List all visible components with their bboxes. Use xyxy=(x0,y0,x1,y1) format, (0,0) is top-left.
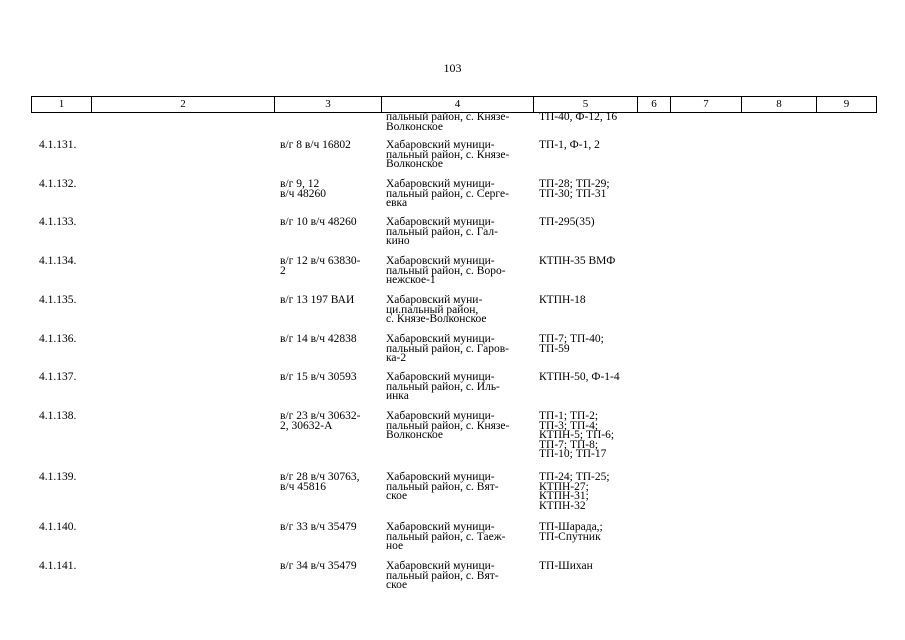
column-header-4: 4 xyxy=(382,97,534,113)
column-header-7: 7 xyxy=(671,97,742,113)
row-number: 4.1.141. xyxy=(39,560,77,572)
substation-line: КТПН-5; ТП-6; xyxy=(539,429,615,442)
address-line: с. Князе-Волконское xyxy=(386,313,487,326)
military-unit-cell xyxy=(280,218,357,228)
substation-cell xyxy=(539,562,593,572)
substation-line: ТП-10; ТП-17 xyxy=(539,448,607,461)
substation-cell xyxy=(539,113,617,123)
column-header-1: 1 xyxy=(32,97,92,113)
substation-line: ТП-59 xyxy=(539,342,570,355)
unit-line: в/г 14 в/ч 42838 xyxy=(280,333,357,345)
substation-line: ТП-1, Ф-1, 2 xyxy=(539,139,600,151)
substation-cell xyxy=(539,180,610,199)
substation-cell xyxy=(539,412,614,460)
substation-line: ТП-30; ТП-31 xyxy=(539,187,607,200)
address-line: пальный район, с. Воро- xyxy=(386,264,506,277)
unit-line: в/г 28 в/ч 30763, xyxy=(280,471,360,483)
address-cell xyxy=(386,412,509,441)
substation-cell xyxy=(539,373,620,383)
address-line: Хабаровский муници- xyxy=(386,471,495,483)
military-unit-cell xyxy=(280,296,354,306)
address-line: нежское-1 xyxy=(386,274,436,287)
address-line: Хабаровский муници- xyxy=(386,521,495,533)
address-line: Хабаровский муници- xyxy=(386,255,495,267)
address-line: инка xyxy=(386,390,409,403)
substation-cell xyxy=(539,141,600,151)
military-unit-cell xyxy=(280,141,351,151)
address-cell xyxy=(386,473,499,502)
address-line: пальный район, с. Князе- xyxy=(386,148,510,161)
substation-line: КТПН-35 ВМФ xyxy=(539,255,616,267)
address-line: Хабаровский муници- xyxy=(386,178,495,190)
address-line: ци.пальный район, xyxy=(386,303,479,316)
row-number: 4.1.134. xyxy=(39,255,77,267)
military-unit-cell xyxy=(280,180,326,199)
unit-line: в/г 33 в/ч 35479 xyxy=(280,521,357,533)
address-line: пальный район, с. Гаров- xyxy=(386,342,509,355)
unit-line: в/г 34 в/ч 35479 xyxy=(280,560,357,572)
substation-cell xyxy=(539,257,615,267)
address-line: Хабаровский муници- xyxy=(386,560,495,572)
substation-line: ТП-295(35) xyxy=(539,216,595,228)
address-line: пальный район, с. Вят- xyxy=(386,569,499,582)
substation-line: ТП-Шарада,; xyxy=(539,521,603,533)
address-line: евка xyxy=(386,197,408,210)
substation-line: ТП-28; ТП-29; xyxy=(539,178,610,190)
row-number: 4.1.139. xyxy=(39,471,77,483)
unit-line: в/г 8 в/ч 16802 xyxy=(280,139,351,151)
address-cell xyxy=(386,296,486,325)
address-line: Волконское xyxy=(386,158,444,171)
address-line: пальный район, с. Князе- xyxy=(386,111,510,123)
address-line: пальный район, с. Вят- xyxy=(386,480,499,493)
column-header-6: 6 xyxy=(638,97,671,113)
substation-line: КТПН-18 xyxy=(539,294,586,306)
address-cell xyxy=(386,141,509,170)
address-line: Хабаровский муници- xyxy=(386,410,495,422)
address-line: ское xyxy=(386,490,408,503)
substation-line: ТП-1; ТП-2; xyxy=(539,410,599,422)
substation-line: ТП-24; ТП-25; xyxy=(539,471,610,483)
column-header-8: 8 xyxy=(742,97,817,113)
unit-line: 2 xyxy=(280,264,286,277)
row-number: 4.1.133. xyxy=(39,216,77,228)
column-header-9: 9 xyxy=(817,97,877,113)
substation-line: ТП-7; ТП-40; xyxy=(539,333,604,345)
address-cell xyxy=(386,218,498,247)
page-number: 103 xyxy=(443,61,462,75)
military-unit-cell xyxy=(280,473,360,492)
row-number: 4.1.140. xyxy=(39,521,77,533)
address-cell xyxy=(386,373,500,402)
substation-cell xyxy=(539,296,586,306)
unit-line: 2, 30632-А xyxy=(280,419,333,432)
substation-line: КТПН-50, Ф-1-4 xyxy=(539,371,620,383)
column-header-3: 3 xyxy=(275,97,382,113)
substation-line: ТП-3; ТП-4; xyxy=(539,419,599,432)
row-number: 4.1.135. xyxy=(39,294,77,306)
military-unit-cell xyxy=(280,412,360,431)
military-unit-cell xyxy=(280,335,357,345)
address-line: Волконское xyxy=(386,120,444,133)
unit-line: в/г 15 в/ч 30593 xyxy=(280,371,357,383)
unit-line: в/г 10 в/ч 48260 xyxy=(280,216,357,228)
substation-line: КТПН-31; xyxy=(539,490,589,503)
address-line: Хабаровский муни- xyxy=(386,294,483,306)
row-number: 4.1.137. xyxy=(39,371,77,383)
row-number: 4.1.138. xyxy=(39,410,77,422)
substation-cell xyxy=(539,523,603,542)
substation-line: КТПН-32 xyxy=(539,499,586,512)
address-line: Хабаровский муници- xyxy=(386,139,495,151)
substation-line: ТП-40, Ф-12, 16 xyxy=(539,111,618,123)
address-line: пальный район, с. Таеж- xyxy=(386,530,506,543)
address-cell xyxy=(386,113,509,132)
address-line: Хабаровский муници- xyxy=(386,333,495,345)
substation-cell xyxy=(539,473,610,511)
address-line: пальный район, с. Князе- xyxy=(386,419,510,432)
unit-line: в/г 13 197 ВАИ xyxy=(280,294,355,306)
unit-line: в/ч 45816 xyxy=(280,480,327,493)
substation-line: ТП-Шихан xyxy=(539,560,593,572)
address-cell xyxy=(386,335,509,364)
military-unit-cell xyxy=(280,257,360,276)
address-line: ское xyxy=(386,579,408,592)
row-number: 4.1.136. xyxy=(39,333,77,345)
address-line: Хабаровский муници- xyxy=(386,216,495,228)
column-header-5: 5 xyxy=(534,97,638,113)
address-line: Хабаровский муници- xyxy=(386,371,495,383)
unit-line: в/г 9, 12 xyxy=(280,178,320,190)
substation-cell xyxy=(539,218,595,228)
substation-line: КТПН-27; xyxy=(539,480,589,493)
address-cell xyxy=(386,562,499,591)
address-line: кино xyxy=(386,235,410,248)
address-cell xyxy=(386,257,506,286)
address-line: пальный район, с. Иль- xyxy=(386,380,500,393)
substation-line: ТП-7; ТП-8; xyxy=(539,438,599,451)
address-cell xyxy=(386,180,509,209)
address-line: пальный район, с. Серге- xyxy=(386,187,509,200)
unit-line: в/г 23 в/ч 30632- xyxy=(280,410,361,422)
address-line: ное xyxy=(386,540,404,553)
column-header-2: 2 xyxy=(92,97,275,113)
address-line: пальный район, с. Гал- xyxy=(386,225,498,238)
unit-line: в/г 12 в/ч 63830- xyxy=(280,255,361,267)
row-number: 4.1.131. xyxy=(39,139,77,151)
military-unit-cell xyxy=(280,562,357,572)
substation-cell xyxy=(539,335,604,354)
address-line: ка-2 xyxy=(386,352,407,365)
row-number: 4.1.132. xyxy=(39,178,77,190)
military-unit-cell xyxy=(280,373,357,383)
address-cell xyxy=(386,523,506,552)
substation-line: ТП-Спутник xyxy=(539,530,601,543)
military-unit-cell xyxy=(280,523,357,533)
unit-line: в/ч 48260 xyxy=(280,187,327,200)
address-line: Волконское xyxy=(386,429,444,442)
